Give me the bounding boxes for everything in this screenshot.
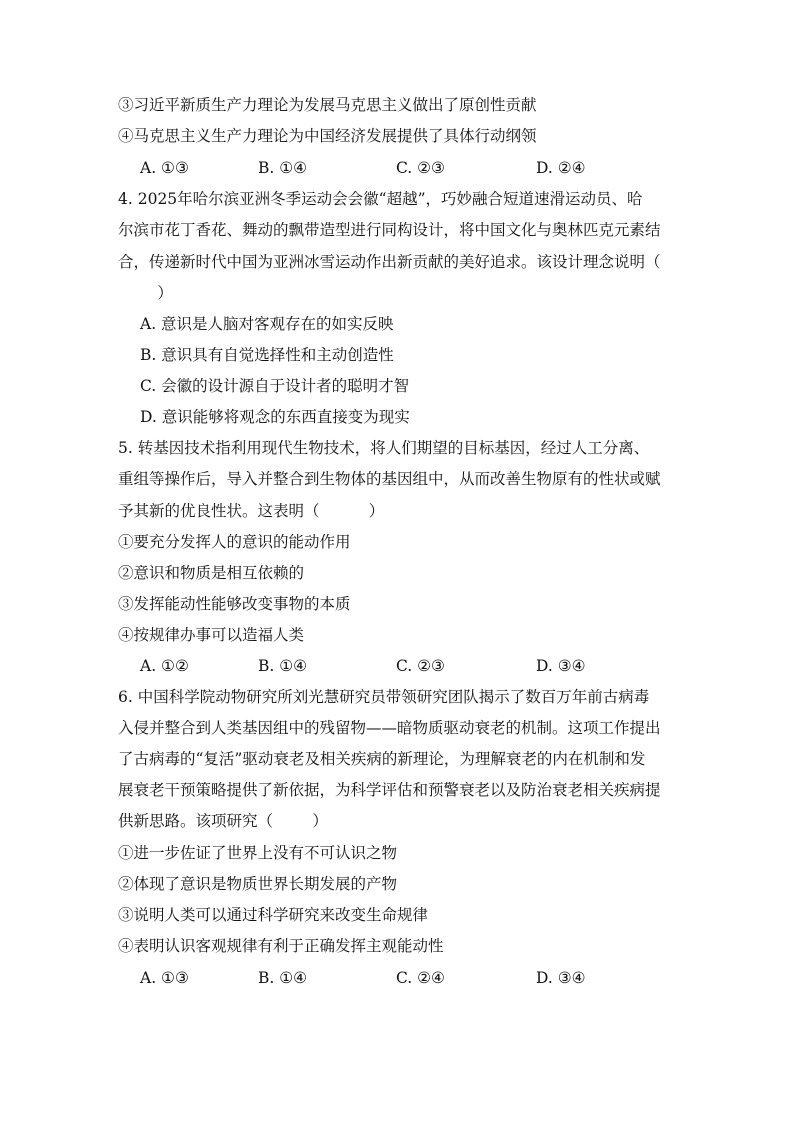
q6-statement-3: ③说明人类可以通过科学研究来改变生命规律 bbox=[118, 906, 429, 924]
q6-stem-line-5: 供新思路。该项研究（ ） bbox=[118, 812, 328, 830]
q4-stem-line-1: 4. 2025年哈尔滨亚洲冬季运动会会徽“超越”，巧妙融合短道速滑运动员、哈 bbox=[118, 190, 643, 208]
q5-statement-3: ③发挥能动性能够改变事物的本质 bbox=[118, 595, 351, 613]
q4-stem-line-2: 尔滨市花丁香花、舞动的飘带造型进行同构设计，将中国文化与奥林匹克元素结 bbox=[118, 221, 661, 239]
q5-choice-d: D. ③④ bbox=[536, 657, 586, 675]
q5-statement-2: ②意识和物质是相互依赖的 bbox=[118, 564, 305, 582]
q5-statement-1: ①要充分发挥人的意识的能动作用 bbox=[118, 533, 351, 551]
q5-statement-4: ④按规律办事可以造福人类 bbox=[118, 626, 305, 644]
q4-option-a: A. 意识是人脑对客观存在的如实反映 bbox=[140, 315, 394, 333]
q5-choices bbox=[140, 656, 660, 676]
q6-choice-c: C. ②④ bbox=[396, 969, 445, 987]
q5-choice-a: A. ①② bbox=[140, 657, 189, 675]
q6-statement-2: ②体现了意识是物质世界长期发展的产物 bbox=[118, 875, 398, 893]
q6-stem-line-1: 6. 中国科学院动物研究所刘光慧研究员带领研究团队揭示了数百万年前古病毒 bbox=[118, 688, 650, 706]
q6-stem-line-4: 展衰老干预策略提供了新依据，为科学评估和预警衰老以及防治衰老相关疾病提 bbox=[118, 781, 661, 799]
q4-option-b: B. 意识具有自觉选择性和主动创造性 bbox=[140, 346, 394, 364]
q3-statement-3: ③习近平新质生产力理论为发展马克思主义做出了原创性贡献 bbox=[118, 96, 537, 114]
q4-stem-line-4: ） bbox=[118, 284, 173, 302]
q4-stem-line-3: 合，传递新时代中国为亚洲冰雪运动作出新贡献的美好追求。该设计理念说明（ bbox=[118, 253, 661, 271]
q3-choices bbox=[140, 158, 660, 178]
q6-stem-line-3: 了古病毒的“复活”驱动衰老及相关疾病的新理论，为理解衰老的内在机制和发 bbox=[118, 750, 646, 768]
q6-choice-d: D. ③④ bbox=[536, 969, 586, 987]
q6-choices bbox=[140, 968, 660, 988]
q5-stem-line-2: 重组等操作后，导入并整合到生物体的基因组中，从而改善生物原有的性状或赋 bbox=[118, 470, 661, 488]
q5-choice-b: B. ①④ bbox=[258, 657, 308, 675]
q6-statement-1: ①进一步佐证了世界上没有不可认识之物 bbox=[118, 844, 398, 862]
q6-choice-b: B. ①④ bbox=[258, 969, 308, 987]
q5-stem-line-1: 5. 转基因技术指利用现代生物技术，将人们期望的目标基因，经过人工分离、 bbox=[118, 439, 650, 457]
q6-choice-a: A. ①③ bbox=[140, 969, 189, 987]
q3-choice-b: B. ①④ bbox=[258, 159, 308, 177]
q5-choice-c: C. ②③ bbox=[396, 657, 445, 675]
q4-option-d: D. 意识能够将观念的东西直接变为现实 bbox=[140, 408, 410, 426]
q5-stem-line-3: 予其新的优良性状。这表明（ ） bbox=[118, 502, 385, 520]
q3-choice-a: A. ①③ bbox=[140, 159, 189, 177]
q6-statement-4: ④表明认识客观规律有利于正确发挥主观能动性 bbox=[118, 937, 444, 955]
q3-statement-4: ④马克思主义生产力理论为中国经济发展提供了具体行动纲领 bbox=[118, 127, 537, 145]
q3-choice-c: C. ②③ bbox=[396, 159, 445, 177]
q4-option-c: C. 会徽的设计源自于设计者的聪明才智 bbox=[140, 377, 410, 395]
q3-choice-d: D. ②④ bbox=[536, 159, 586, 177]
q6-stem-line-2: 入侵并整合到人类基因组中的残留物——暗物质驱动衰老的机制。这项工作提出 bbox=[118, 719, 661, 737]
